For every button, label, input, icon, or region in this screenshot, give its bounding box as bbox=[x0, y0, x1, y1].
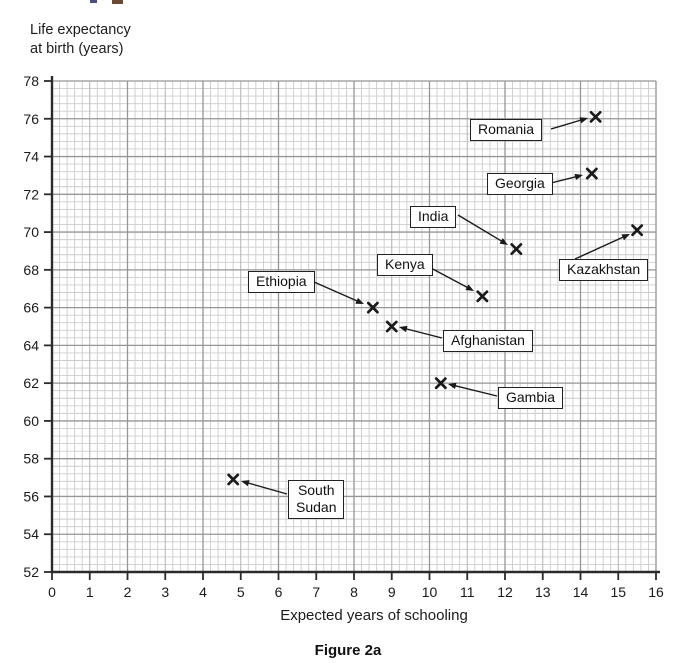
y-tick-label: 78 bbox=[23, 73, 39, 89]
country-label-gambia bbox=[498, 387, 563, 409]
x-tick-label: 1 bbox=[85, 584, 94, 600]
country-label-text: Kenya bbox=[385, 256, 425, 272]
y-tick-label: 56 bbox=[23, 488, 39, 505]
country-label-text: Gambia bbox=[506, 389, 556, 405]
x-tick-label: 8 bbox=[350, 584, 358, 600]
data-point-india bbox=[512, 244, 521, 253]
arrowhead-afghanistan bbox=[399, 326, 408, 332]
arrowhead-ethiopia bbox=[355, 298, 364, 304]
country-label-georgia bbox=[487, 173, 553, 195]
y-tick-label: 68 bbox=[23, 261, 39, 278]
data-point-georgia bbox=[587, 169, 596, 178]
x-tick-label: 12 bbox=[497, 584, 513, 600]
x-tick-label: 13 bbox=[534, 584, 551, 600]
country-label-romania bbox=[470, 119, 542, 141]
country-label-text: Romania bbox=[478, 121, 535, 137]
country-label-text: Sudan bbox=[296, 499, 337, 515]
country-label-afghanistan bbox=[443, 330, 533, 352]
x-tick-label: 3 bbox=[161, 584, 170, 600]
y-tick-label: 72 bbox=[23, 186, 39, 203]
y-tick-label: 52 bbox=[23, 564, 39, 580]
data-point-kazakhstan bbox=[633, 226, 642, 235]
country-label-text: Ethiopia bbox=[256, 273, 307, 289]
x-tick-label: 0 bbox=[48, 584, 56, 600]
arrowhead-india bbox=[499, 238, 508, 245]
x-tick-label: 16 bbox=[648, 584, 664, 600]
country-label-india bbox=[410, 206, 456, 228]
y-axis-title-line2: at birth (years) bbox=[30, 40, 124, 57]
country-label-text: Afghanistan bbox=[451, 332, 525, 348]
y-tick-label: 62 bbox=[23, 375, 39, 392]
annotation-arrow-romania bbox=[551, 119, 584, 129]
y-tick-label: 54 bbox=[23, 526, 39, 543]
y-tick-label: 60 bbox=[23, 412, 39, 429]
y-tick-label: 76 bbox=[23, 110, 39, 127]
y-axis-title-line1: Life expectancy bbox=[30, 22, 131, 38]
y-tick-label: 66 bbox=[23, 299, 39, 316]
x-axis-title: Expected years of schooling bbox=[280, 607, 468, 624]
country-label-text: South bbox=[297, 482, 335, 498]
country-label-kazakhstan bbox=[559, 259, 648, 281]
x-tick-label: 15 bbox=[610, 584, 627, 600]
x-tick-label: 14 bbox=[572, 584, 589, 600]
x-tick-label: 2 bbox=[123, 584, 132, 600]
annotation-arrow-south-sudan bbox=[245, 482, 287, 494]
annotation-arrows-layer bbox=[241, 117, 630, 494]
country-label-ethiopia bbox=[248, 271, 315, 293]
country-label-text: Kazakhstan bbox=[567, 261, 641, 277]
y-tick-label: 64 bbox=[23, 337, 39, 354]
country-label-kenya bbox=[377, 254, 433, 276]
country-label-text: Georgia bbox=[495, 175, 545, 191]
country-label-south-sudan bbox=[288, 480, 344, 519]
y-tick-label: 74 bbox=[23, 148, 39, 165]
x-tick-label: 9 bbox=[387, 584, 396, 600]
x-tick-label: 4 bbox=[199, 584, 207, 600]
x-tick-label: 11 bbox=[459, 584, 475, 600]
x-tick-label: 5 bbox=[236, 584, 245, 600]
figure-caption: Figure 2a bbox=[314, 642, 382, 659]
country-label-text: India bbox=[418, 208, 449, 224]
annotation-arrow-afghanistan bbox=[403, 328, 442, 338]
x-tick-label: 6 bbox=[274, 584, 283, 600]
y-tick-label: 58 bbox=[23, 450, 39, 467]
y-tick-label: 70 bbox=[23, 224, 39, 241]
x-tick-label: 7 bbox=[312, 584, 321, 600]
x-tick-label: 10 bbox=[421, 584, 438, 600]
